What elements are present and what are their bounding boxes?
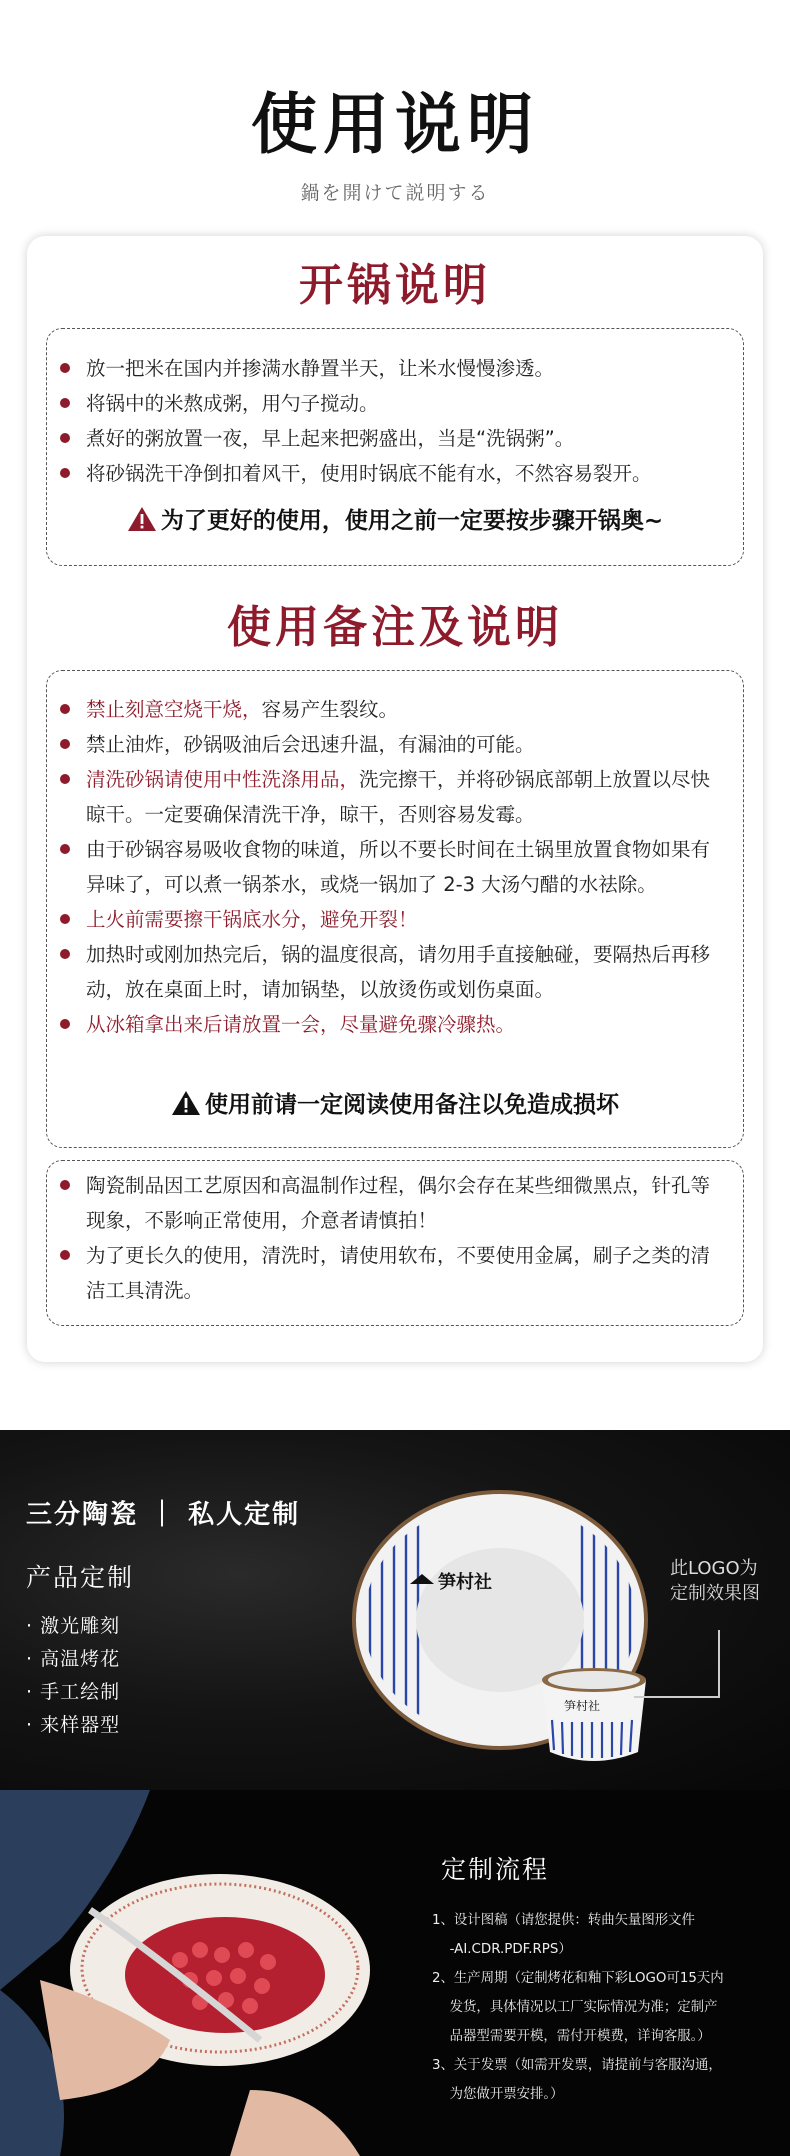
list-item: 从冰箱拿出来后请放置一会，尽量避免骤冷骤热。 bbox=[86, 1007, 726, 1042]
open-pot-warning: 为了更好的使用，使用之前一定要按步骤开锅奥~ bbox=[0, 506, 790, 536]
bullet-icon bbox=[60, 914, 70, 924]
open-pot-list bbox=[86, 351, 726, 491]
list-item: 2、生产周期（定制烤花和釉下彩LOGO可15天内 bbox=[432, 1971, 724, 1986]
note-connector-vertical bbox=[718, 1630, 720, 1696]
list-item: 加热时或刚加热完后，锅的温度很高，请勿用手直接触碰，要隔热后再移动，放在桌面上时，请加锅垫，以放烫伤或划伤桌面。 bbox=[86, 937, 726, 1007]
process-list bbox=[432, 1906, 772, 2109]
list-item: · 来样器型 bbox=[26, 1714, 121, 1736]
list-item: 上火前需要擦干锅底水分，避免开裂！ bbox=[86, 902, 726, 937]
warning-icon bbox=[127, 506, 157, 532]
custom-subheading: 产品定制 bbox=[26, 1563, 135, 1592]
list-item: 禁止刻意空烧干烧，容易产生裂纹。 bbox=[86, 692, 726, 727]
notes-warning: 使用前请一定阅读使用备注以免造成损坏 bbox=[0, 1090, 790, 1120]
list-item: 为了更长久的使用，清洗时，请使用软布，不要使用金属，刷子之类的清洁工具清洗。 bbox=[86, 1238, 726, 1308]
note-connector-horizontal bbox=[634, 1696, 720, 1698]
list-item: 品器型需要开模，需付开模费，详询客服。） bbox=[432, 2029, 711, 2044]
bullet-icon bbox=[60, 1180, 70, 1190]
page-subtitle: 鍋を開けて説明する bbox=[300, 182, 490, 204]
open-pot-title: 开锅说明 bbox=[299, 260, 491, 311]
bullet-icon bbox=[60, 363, 70, 373]
warning-icon bbox=[171, 1090, 201, 1116]
list-item: · 手工绘制 bbox=[26, 1681, 121, 1703]
list-item: 禁止油炸，砂锅吸油后会迅速升温，有漏油的可能。 bbox=[86, 727, 726, 762]
logo-note: 此LOGO为 定制效果图 bbox=[670, 1558, 760, 1604]
bullet-icon bbox=[60, 468, 70, 478]
list-item: 放一把米在国内并掺满水静置半天，让米水慢慢渗透。 bbox=[86, 351, 726, 386]
list-item: · 高温烤花 bbox=[26, 1648, 121, 1670]
custom-heading: 三分陶瓷 ｜ 私人定制 bbox=[26, 1500, 301, 1530]
list-item: 1、设计图稿（请您提供：转曲矢量图形文件 bbox=[432, 1913, 695, 1928]
notes-title: 使用备注及说明 bbox=[227, 602, 563, 653]
notes-list bbox=[86, 692, 726, 1042]
list-item: 由于砂锅容易吸收食物的味道，所以不要长时间在土锅里放置食物如果有异味了，可以煮一锅茶水，或烧一锅加了 2-3 大汤勺醋的水祛除。 bbox=[86, 832, 726, 902]
bullet-icon bbox=[60, 1019, 70, 1029]
custom-options-list bbox=[26, 1610, 120, 1742]
bullet-icon bbox=[60, 1250, 70, 1260]
list-item: 发货，具体情况以工厂实际情况为准；定制产 bbox=[432, 2000, 718, 2015]
list-item: 将砂锅洗干净倒扣着风干，使用时锅底不能有水，不然容易裂开。 bbox=[86, 456, 726, 491]
plate-cup-image bbox=[350, 1470, 680, 1790]
bullet-icon bbox=[60, 398, 70, 408]
plate-logo-text: 笋村社 bbox=[438, 1572, 492, 1593]
extra-notes-list bbox=[86, 1168, 726, 1308]
page-title: 使用说明 bbox=[251, 86, 539, 163]
bullet-icon bbox=[60, 949, 70, 959]
bullet-icon bbox=[60, 704, 70, 714]
list-item: 3、关于发票（如需开发票，请提前与客服沟通， bbox=[432, 2058, 722, 2073]
customization-section bbox=[0, 1430, 790, 2156]
svg-text:笋村社: 笋村社 bbox=[564, 1699, 601, 1713]
list-item: 为您做开票安排。） bbox=[432, 2087, 564, 2102]
list-item: 陶瓷制品因工艺原因和高温制作过程，偶尔会存在某些细微黑点，针孔等现象，不影响正常使用，介意者请慎拍！ bbox=[86, 1168, 726, 1238]
bullet-icon bbox=[60, 433, 70, 443]
bowl-image bbox=[0, 1790, 420, 2156]
list-item: 清洗砂锅请使用中性洗涤用品，洗完擦干，并将砂锅底部朝上放置以尽快晾干。一定要确保清洗干净，晾干，否则容易发霉。 bbox=[86, 762, 726, 832]
process-title: 定制流程 bbox=[441, 1855, 550, 1884]
list-item: · 激光雕刻 bbox=[26, 1615, 121, 1637]
list-item: 煮好的粥放置一夜，早上起来把粥盛出，当是“洗锅粥”。 bbox=[86, 421, 726, 456]
list-item: -AI.CDR.PDF.RPS） bbox=[432, 1942, 572, 1957]
bullet-icon bbox=[60, 739, 70, 749]
bullet-icon bbox=[60, 844, 70, 854]
bullet-icon bbox=[60, 774, 70, 784]
list-item: 将锅中的米熬成粥，用勺子搅动。 bbox=[86, 386, 726, 421]
